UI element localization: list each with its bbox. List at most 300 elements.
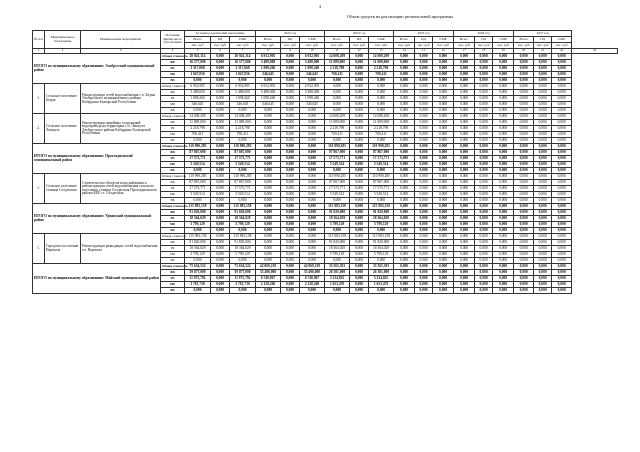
amount-cell: 0,000 xyxy=(230,138,256,144)
amount-cell: 0,000 xyxy=(256,246,281,252)
column-number: 16 xyxy=(433,49,454,54)
header-unit: тыс. руб xyxy=(350,43,369,49)
amount-cell: 0,000 xyxy=(350,72,369,78)
header-subcol: Всего xyxy=(514,37,534,43)
amount-cell: 0,000 xyxy=(415,258,433,264)
amount-cell: 0,000 xyxy=(350,192,369,198)
header-subcol: ПД xyxy=(350,37,369,43)
amount-cell: 0,000 xyxy=(256,174,281,180)
amount-cell: 0,000 xyxy=(394,240,415,246)
amount-cell: 0,000 xyxy=(552,228,572,234)
amount-cell: 0,000 xyxy=(256,126,281,132)
amount-cell: 0,000 xyxy=(281,282,300,288)
amount-cell: 0,000 xyxy=(433,132,454,138)
amount-cell: 0,000 xyxy=(256,144,281,150)
amount-cell: 0,000 xyxy=(514,168,534,174)
amount-cell: 0,000 xyxy=(256,132,281,138)
amount-cell: 0,000 xyxy=(514,126,534,132)
amount-cell: 18 364,029 xyxy=(369,246,394,252)
amount-cell: 1 098,260 xyxy=(230,96,256,102)
amount-cell: 0,000 xyxy=(415,210,433,216)
amount-cell: 0,000 xyxy=(256,204,281,210)
amount-cell: 0,000 xyxy=(534,102,552,108)
amount-cell: 0,000 xyxy=(415,114,433,120)
amount-cell: 2 218,798 xyxy=(230,126,256,132)
funding-source: Общая стоимость xyxy=(162,83,187,88)
funding-source: Общая стоимость xyxy=(162,203,188,208)
funding-source: ВБ xyxy=(161,168,185,174)
amount-cell: 0,000 xyxy=(415,120,433,126)
amount-cell: 0,000 xyxy=(325,102,350,108)
amount-cell: 5 488,000 xyxy=(256,90,281,96)
amount-cell: 17 573,771 xyxy=(185,156,211,162)
amount-cell: 0,000 xyxy=(534,276,552,282)
amount-cell: 0,000 xyxy=(185,288,211,294)
amount-cell: 110 990,285 xyxy=(185,144,211,150)
amount-cell: 0,000 xyxy=(475,204,493,210)
amount-cell: 0,000 xyxy=(211,276,230,282)
amount-cell: 2 128,260 xyxy=(256,282,281,288)
funding-source: МБ xyxy=(161,222,185,228)
amount-cell: 0,000 xyxy=(514,198,534,204)
amount-cell: 346,645 xyxy=(300,72,325,78)
amount-cell: 0,000 xyxy=(394,246,415,252)
amount-cell: 700,411 xyxy=(185,132,211,138)
header-unit: тыс. руб xyxy=(534,43,552,49)
amount-cell: 0,000 xyxy=(394,144,415,150)
amount-cell: 0,000 xyxy=(552,126,572,132)
amount-cell: 0,000 xyxy=(493,210,514,216)
amount-cell: 0,000 xyxy=(256,288,281,294)
amount-cell: 0,000 xyxy=(230,228,256,234)
amount-cell: 0,000 xyxy=(475,156,493,162)
header-year-4: 2026 год xyxy=(454,31,514,37)
amount-cell: 0,000 xyxy=(552,132,572,138)
amount-cell: 0,000 xyxy=(493,78,514,84)
amount-cell: 0,000 xyxy=(350,102,369,108)
amount-cell: 0,000 xyxy=(534,258,552,264)
amount-cell: 0,000 xyxy=(475,66,493,72)
amount-cell: 0,000 xyxy=(534,282,552,288)
amount-cell: 0,000 xyxy=(552,210,572,216)
amount-cell: 0,000 xyxy=(300,162,325,168)
amount-cell: 0,000 xyxy=(415,288,433,294)
amount-cell: 0,000 xyxy=(433,228,454,234)
amount-cell: 0,000 xyxy=(552,150,572,156)
funding-source: РБ xyxy=(161,96,185,102)
amount-cell: 0,000 xyxy=(475,180,493,186)
amount-cell: 0,000 xyxy=(475,258,493,264)
amount-cell: 0,000 xyxy=(433,258,454,264)
amount-cell: 6 932,905 xyxy=(230,84,256,90)
amount-cell: 11 975,792 xyxy=(185,276,211,282)
column-number: 3 xyxy=(81,49,161,54)
amount-cell: 0,000 xyxy=(454,276,475,282)
amount-cell: 0,000 xyxy=(534,288,552,294)
amount-cell: 6 932,905 xyxy=(256,54,281,60)
amount-cell: 0,000 xyxy=(211,60,230,66)
amount-cell: 17 573,771 xyxy=(325,186,350,192)
amount-cell: 0,000 xyxy=(552,90,572,96)
amount-cell: 0,000 xyxy=(454,174,475,180)
amount-cell: 0,000 xyxy=(433,138,454,144)
amount-cell: 0,000 xyxy=(415,132,433,138)
amount-cell: 0,000 xyxy=(534,108,552,114)
amount-cell: 0,000 xyxy=(281,240,300,246)
amount-cell: 0,000 xyxy=(394,252,415,258)
amount-cell: 0,000 xyxy=(534,162,552,168)
amount-cell: 0,000 xyxy=(493,180,514,186)
amount-cell: 0,000 xyxy=(534,174,552,180)
amount-cell: 0,000 xyxy=(415,72,433,78)
amount-cell: 33 496,000 xyxy=(300,270,325,276)
amount-cell: 0,000 xyxy=(433,144,454,150)
amount-cell: 0,000 xyxy=(230,288,256,294)
column-number: 15 xyxy=(415,49,433,54)
amount-cell: 0,000 xyxy=(454,282,475,288)
amount-cell: 59 877,000 xyxy=(185,270,211,276)
amount-cell: 0,000 xyxy=(514,234,534,240)
amount-cell: 0,000 xyxy=(552,96,572,102)
amount-cell: 0,000 xyxy=(552,222,572,228)
amount-cell: 0,000 xyxy=(350,186,369,192)
amount-cell: 0,000 xyxy=(514,270,534,276)
amount-cell: 0,000 xyxy=(493,198,514,204)
column-number: 9 xyxy=(281,49,300,54)
amount-cell: 0,000 xyxy=(350,198,369,204)
amount-cell: 0,000 xyxy=(454,84,475,90)
amount-cell: 0,000 xyxy=(552,162,572,168)
amount-cell: 0,000 xyxy=(211,252,230,258)
amount-cell: 0,000 xyxy=(350,126,369,132)
amount-cell: 0,000 xyxy=(350,258,369,264)
amount-cell: 0,000 xyxy=(281,66,300,72)
header-subcol: ПД xyxy=(415,37,433,43)
amount-cell: 110 990,285 xyxy=(230,144,256,150)
amount-cell: 0,000 xyxy=(369,108,394,114)
amount-cell: 0,000 xyxy=(552,282,572,288)
amount-cell: 0,000 xyxy=(534,168,552,174)
amount-cell: 0,000 xyxy=(369,96,394,102)
amount-cell: 0,000 xyxy=(514,276,534,282)
amount-cell: 0,000 xyxy=(493,186,514,192)
header-unit: тыс. руб xyxy=(433,43,454,49)
amount-cell: 42 069,219 xyxy=(256,264,281,270)
amount-cell: 0,000 xyxy=(454,156,475,162)
amount-cell: 0,000 xyxy=(514,72,534,78)
amount-cell: 0,000 xyxy=(475,150,493,156)
amount-cell: 0,000 xyxy=(394,102,415,108)
amount-cell: 0,000 xyxy=(185,258,211,264)
amount-cell: 0,000 xyxy=(475,234,493,240)
municipality-name: Сельское поселение станица Солдатская xyxy=(45,174,81,204)
column-number: 23 xyxy=(572,49,618,54)
amount-cell: 0,000 xyxy=(534,180,552,186)
amount-cell: 0,000 xyxy=(211,228,230,234)
amount-cell: 0,000 xyxy=(369,78,394,84)
amount-cell: 0,000 xyxy=(394,222,415,228)
amount-cell: 42 069,219 xyxy=(300,264,325,270)
header-subcol: СМР xyxy=(433,37,454,43)
amount-cell: 2 218,798 xyxy=(369,66,394,72)
amount-cell: 700,411 xyxy=(325,72,350,78)
amount-cell: 0,000 xyxy=(281,222,300,228)
amount-cell: 0,000 xyxy=(369,168,394,174)
funding-source: ВБ xyxy=(161,78,185,84)
amount-cell: 5 799,129 xyxy=(230,222,256,228)
amount-cell: 0,000 xyxy=(493,222,514,228)
amount-cell: 91 820,000 xyxy=(230,240,256,246)
amount-cell: 0,000 xyxy=(281,276,300,282)
amount-cell: 26 381,000 xyxy=(325,270,350,276)
header-unit: тыс. руб xyxy=(552,43,572,49)
amount-cell: 0,000 xyxy=(454,240,475,246)
header-subcol: Всего xyxy=(256,37,281,43)
amount-cell: 0,000 xyxy=(415,96,433,102)
amount-cell: 0,000 xyxy=(534,132,552,138)
amount-cell: 0,000 xyxy=(433,120,454,126)
amount-cell: 0,000 xyxy=(493,90,514,96)
amount-cell: 0,000 xyxy=(211,150,230,156)
amount-cell: 0,000 xyxy=(211,108,230,114)
amount-cell: 5 799,129 xyxy=(325,222,350,228)
header-overall: За период реализации программы xyxy=(185,31,256,37)
header-municipality: Муниципальное образование xyxy=(45,31,81,49)
amount-cell: 0,000 xyxy=(454,246,475,252)
amount-cell: 0,000 xyxy=(394,198,415,204)
amount-cell: 0,000 xyxy=(454,186,475,192)
amount-cell: 0,000 xyxy=(514,120,534,126)
amount-cell: 0,000 xyxy=(281,78,300,84)
amount-cell: 0,000 xyxy=(281,126,300,132)
amount-cell: 5 549,514 xyxy=(230,192,256,198)
amount-cell: 0,000 xyxy=(394,132,415,138)
amount-cell: 0,000 xyxy=(475,78,493,84)
amount-cell: 0,000 xyxy=(281,132,300,138)
amount-cell: 0,000 xyxy=(300,180,325,186)
amount-cell: 0,000 xyxy=(211,210,230,216)
amount-cell: 0,000 xyxy=(475,270,493,276)
amount-cell: 0,000 xyxy=(394,288,415,294)
amount-cell: 5 799,129 xyxy=(230,252,256,258)
amount-cell: 0,000 xyxy=(415,168,433,174)
amount-cell: 0,000 xyxy=(534,156,552,162)
amount-cell: 0,000 xyxy=(325,78,350,84)
amount-cell: 0,000 xyxy=(369,102,394,108)
column-number: 14 xyxy=(394,49,415,54)
amount-cell: 0,000 xyxy=(514,240,534,246)
amount-cell: 1 098,260 xyxy=(256,96,281,102)
column-number: 10 xyxy=(300,49,325,54)
amount-cell: 0,000 xyxy=(493,120,514,126)
amount-cell: 0,000 xyxy=(454,162,475,168)
funding-source: ФБ xyxy=(161,210,185,216)
amount-cell: 0,000 xyxy=(534,144,552,150)
amount-cell: 0,000 xyxy=(256,222,281,228)
amount-cell: 0,000 xyxy=(394,96,415,102)
amount-cell: 0,000 xyxy=(350,84,369,90)
header-unit: тыс. руб xyxy=(454,43,475,49)
amount-cell: 0,000 xyxy=(325,108,350,114)
amount-cell: 0,000 xyxy=(475,144,493,150)
amount-cell: 0,000 xyxy=(514,162,534,168)
amount-cell: 0,000 xyxy=(369,258,394,264)
amount-cell: 0,000 xyxy=(211,282,230,288)
amount-cell: 346,645 xyxy=(300,102,325,108)
amount-cell: 0,000 xyxy=(211,102,230,108)
funding-source: МБ xyxy=(161,102,185,108)
amount-cell: 0,000 xyxy=(475,198,493,204)
amount-cell: 0,000 xyxy=(350,114,369,120)
amount-cell: 0,000 xyxy=(415,180,433,186)
amount-cell: 0,000 xyxy=(211,240,230,246)
header-unit: тыс. руб xyxy=(185,43,211,49)
amount-cell: 0,000 xyxy=(433,270,454,276)
amount-cell: 17 573,771 xyxy=(369,156,394,162)
amount-cell: 0,000 xyxy=(281,252,300,258)
amount-cell: 0,000 xyxy=(493,234,514,240)
amount-cell: 0,000 xyxy=(281,174,300,180)
amount-cell: 0,000 xyxy=(493,288,514,294)
amount-cell: 5 488,000 xyxy=(230,90,256,96)
amount-cell: 5 549,514 xyxy=(369,162,394,168)
amount-cell: 0,000 xyxy=(433,84,454,90)
amount-cell: 0,000 xyxy=(475,216,493,222)
amount-cell: 5 488,000 xyxy=(300,60,325,66)
amount-cell: 6 932,905 xyxy=(300,84,325,90)
header-subcol: СМР xyxy=(493,37,514,43)
amount-cell: 0,000 xyxy=(325,138,350,144)
amount-cell: 0,000 xyxy=(394,120,415,126)
amount-cell: 0,000 xyxy=(211,180,230,186)
amount-cell: 0,000 xyxy=(534,192,552,198)
amount-cell: 0,000 xyxy=(454,114,475,120)
amount-cell: 0,000 xyxy=(433,156,454,162)
header-subcol: СМР xyxy=(300,37,325,43)
amount-cell: 0,000 xyxy=(394,114,415,120)
amount-cell: 115 983,158 xyxy=(369,234,394,240)
amount-cell: 0,000 xyxy=(534,252,552,258)
amount-cell: 0,000 xyxy=(552,84,572,90)
municipality-name: Сельское поселение Бедык xyxy=(45,84,81,114)
amount-cell: 0,000 xyxy=(534,228,552,234)
funding-source: ФБ xyxy=(161,240,185,246)
amount-cell: 0,000 xyxy=(369,228,394,234)
amount-cell: 0,000 xyxy=(415,192,433,198)
amount-cell: 0,000 xyxy=(493,84,514,90)
amount-cell: 6 932,905 xyxy=(185,84,211,90)
amount-cell: 3 781,730 xyxy=(185,282,211,288)
amount-cell: 0,000 xyxy=(350,228,369,234)
amount-cell: 0,000 xyxy=(475,228,493,234)
amount-cell: 0,000 xyxy=(300,240,325,246)
amount-cell: 91 820,000 xyxy=(325,210,350,216)
amount-cell: 0,000 xyxy=(300,210,325,216)
amount-cell: 0,000 xyxy=(394,66,415,72)
amount-cell: 0,000 xyxy=(454,228,475,234)
amount-cell: 0,000 xyxy=(256,108,281,114)
amount-cell: 0,000 xyxy=(475,222,493,228)
amount-cell: 0,000 xyxy=(514,60,534,66)
amount-cell: 0,000 xyxy=(325,198,350,204)
amount-cell: 0,000 xyxy=(300,174,325,180)
amount-cell: 0,000 xyxy=(534,90,552,96)
funding-source: Общая стоимость xyxy=(162,113,187,118)
amount-cell: 0,000 xyxy=(514,156,534,162)
amount-cell: 0,000 xyxy=(454,126,475,132)
amount-cell: 0,000 xyxy=(415,108,433,114)
amount-cell: 110 990,285 xyxy=(369,174,394,180)
amount-cell: 0,000 xyxy=(552,156,572,162)
amount-cell: 0,000 xyxy=(475,126,493,132)
amount-cell: 0,000 xyxy=(433,234,454,240)
amount-cell: 0,000 xyxy=(514,180,534,186)
amount-cell: 0,000 xyxy=(281,138,300,144)
amount-cell: 0,000 xyxy=(211,222,230,228)
table-body xyxy=(33,54,618,294)
amount-cell: 14 008,209 xyxy=(185,114,211,120)
funding-source: МБ xyxy=(161,282,185,288)
amount-cell: 0,000 xyxy=(433,108,454,114)
amount-cell: 0,000 xyxy=(415,174,433,180)
amount-cell: 0,000 xyxy=(415,162,433,168)
amount-cell: 0,000 xyxy=(415,264,433,270)
amount-cell: 0,000 xyxy=(552,60,572,66)
amount-cell: 0,000 xyxy=(415,78,433,84)
table-group-title: Объем средств на реализацию региональной программы xyxy=(347,14,453,19)
amount-cell: 0,000 xyxy=(394,234,415,240)
amount-cell: 0,000 xyxy=(514,222,534,228)
amount-cell: 0,000 xyxy=(211,204,230,210)
amount-cell: 0,000 xyxy=(211,162,230,168)
amount-cell: 0,000 xyxy=(256,120,281,126)
municipality-name: Сельское поселение Лашкута xyxy=(45,114,81,144)
amount-cell: 0,000 xyxy=(230,198,256,204)
amount-cell: 0,000 xyxy=(552,240,572,246)
amount-cell: 0,000 xyxy=(211,168,230,174)
amount-cell: 115 983,158 xyxy=(325,204,350,210)
amount-cell: 18 364,029 xyxy=(230,216,256,222)
amount-cell: 0,000 xyxy=(514,282,534,288)
amount-cell: 0,000 xyxy=(281,120,300,126)
amount-cell: 0,000 xyxy=(454,252,475,258)
funding-source: ВБ xyxy=(161,258,185,264)
amount-cell: 87 867,000 xyxy=(325,150,350,156)
amount-cell: 0,000 xyxy=(493,60,514,66)
amount-cell: 0,000 xyxy=(350,246,369,252)
amount-cell: 0,000 xyxy=(493,150,514,156)
amount-cell: 0,000 xyxy=(350,78,369,84)
measure-name: Реконструкция разводящих сетей водоснабжения г.п. Нарткала xyxy=(81,234,161,264)
funding-source: Общая стоимость xyxy=(162,263,188,268)
amount-cell: 0,000 xyxy=(454,198,475,204)
header-subcol: ПД xyxy=(281,37,300,43)
amount-cell: 11 089,000 xyxy=(325,120,350,126)
amount-cell: 0,000 xyxy=(256,180,281,186)
amount-cell: 0,000 xyxy=(433,162,454,168)
amount-cell: 0,000 xyxy=(514,66,534,72)
header-unit: тыс. руб xyxy=(369,43,394,49)
amount-cell: 0,000 xyxy=(534,186,552,192)
amount-cell: 0,000 xyxy=(350,120,369,126)
amount-cell: 0,000 xyxy=(454,270,475,276)
amount-cell: 0,000 xyxy=(433,186,454,192)
amount-cell: 0,000 xyxy=(493,156,514,162)
amount-cell: 0,000 xyxy=(534,126,552,132)
amount-cell: 0,000 xyxy=(369,198,394,204)
amount-cell: 0,000 xyxy=(454,234,475,240)
header-unit: тыс. руб xyxy=(325,43,350,49)
